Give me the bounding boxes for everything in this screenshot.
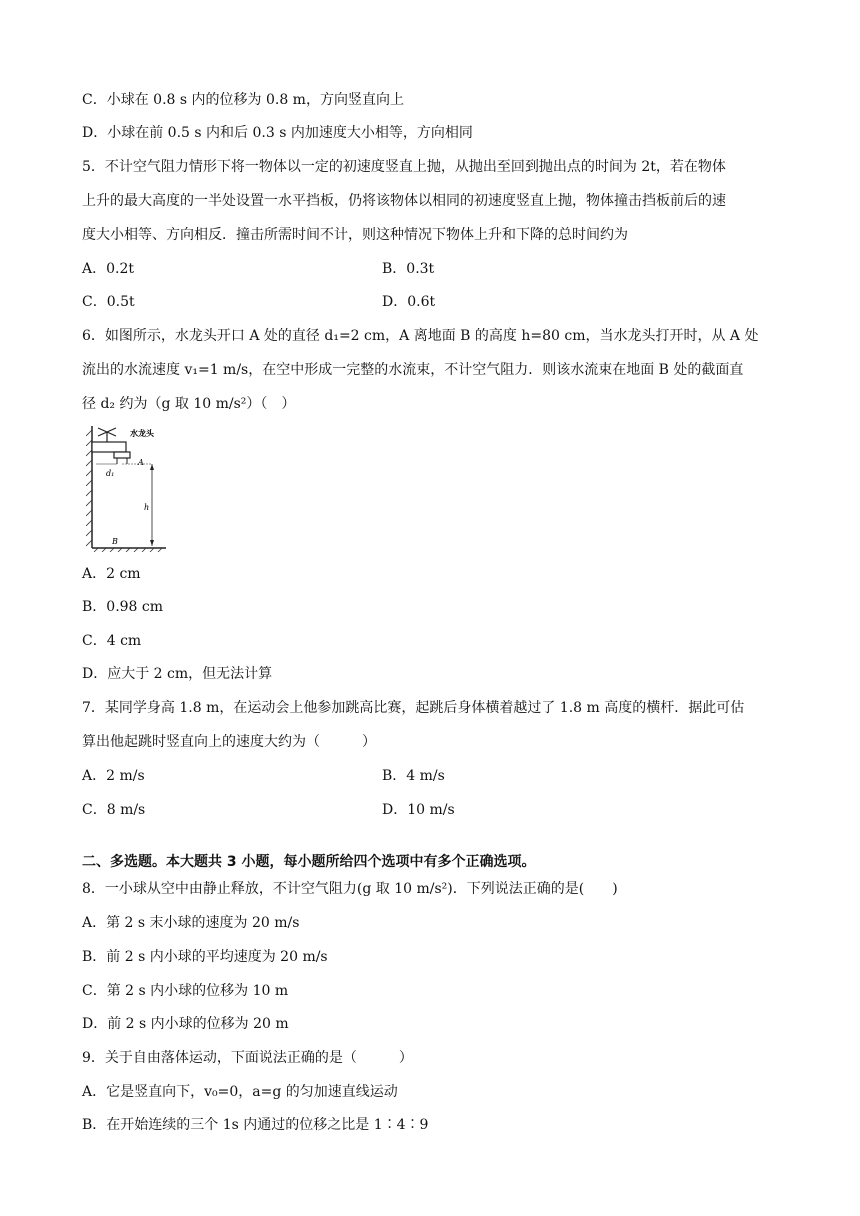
q9-option-b: B．在开始连续的三个 1s 内通过的位移之比是 1∶4∶9: [82, 1117, 429, 1133]
q8-option-d: D．前 2 s 内小球的位移为 20 m: [82, 1016, 289, 1032]
q5-stem-line-1: 5．不计空气阻力情形下将一物体以一定的初速度竖直上抛，从抛出至回到抛出点的时间为 2t，若在物体: [82, 159, 726, 175]
d1-label: d₁: [106, 469, 115, 478]
q6-option-b: B．0.98 cm: [82, 599, 164, 615]
q7-stem-line-1: 7．某同学身高 1.8 m，在运动会上他参加跳高比赛，起跳后身体横着越过了 1.8 m 高度的横杆．据此可估: [82, 700, 745, 716]
faucet-figure: [86, 424, 172, 552]
q5-stem-line-3: 度大小相等、方向相反．撞击所需时间不计，则这种情况下物体上升和下降的总时间约为: [82, 227, 628, 243]
section-heading-multi-choice: 二、多选题。本大题共 3 小题，每小题所给四个选项中有多个正确选项。: [82, 854, 536, 870]
faucet-spout: [114, 452, 130, 458]
q6-option-a: A．2 cm: [82, 566, 141, 582]
q4-option-d: D．小球在前 0.5 s 内和后 0.3 s 内加速度大小相等，方向相同: [82, 125, 473, 141]
point-b-label: B: [112, 537, 118, 546]
q5-option-a: A．0.2t: [82, 261, 135, 277]
q8-stem: 8．一小球从空中由静止释放，不计空气阻力(g 取 10 m/s²)．下列说法正确的是( ): [82, 881, 618, 897]
q7-option-b: B．4 m/s: [382, 768, 445, 784]
q6-option-d: D．应大于 2 cm，但无法计算: [82, 666, 273, 682]
faucet-handle-icon: [98, 428, 116, 442]
faucet-diagram: [86, 424, 172, 552]
h-label: h: [144, 503, 150, 512]
q8-option-a: A．第 2 s 末小球的速度为 20 m/s: [82, 915, 300, 931]
q5-option-c: C．0.5t: [82, 294, 135, 310]
q6-option-c: C．4 cm: [82, 633, 142, 649]
q8-option-c: C．第 2 s 内小球的位移为 10 m: [82, 983, 289, 999]
q5-option-d: D．0.6t: [382, 294, 436, 310]
q5-stem-line-2: 上升的最大高度的一半处设置一水平挡板，仍将该物体以相同的初速度竖直上抛，物体撞击挡板前后的速: [82, 193, 726, 209]
faucet-label: 水龙头: [130, 428, 154, 438]
wall-hatching: [86, 430, 92, 546]
q6-stem-line-3: 径 d₂ 约为（g 取 10 m/s²）（ ）: [82, 396, 296, 412]
q7-stem-line-2: 算出他起跳时竖直向上的速度大约为（ ）: [82, 734, 376, 750]
q5-option-b: B．0.3t: [382, 261, 435, 277]
q4-option-c: C．小球在 0.8 s 内的位移为 0.8 m，方向竖直向上: [82, 92, 404, 108]
q6-stem-line-2: 流出的水流速度 v₁=1 m/s，在空中形成一完整的水流束，不计空气阻力．则该水流束在地面 B 处的截面直: [82, 362, 744, 378]
q7-option-a: A．2 m/s: [82, 768, 145, 784]
q7-option-d: D．10 m/s: [382, 802, 455, 818]
q7-option-c: C．8 m/s: [82, 802, 146, 818]
faucet-pipe: [92, 442, 126, 452]
q9-stem: 9．关于自由落体运动，下面说法正确的是（ ）: [82, 1050, 413, 1066]
q6-stem-line-1: 6．如图所示，水龙头开口 A 处的直径 d₁=2 cm，A 离地面 B 的高度 h=80 cm，当水龙头打开时，从 A 处: [82, 328, 759, 344]
point-a-label: A: [138, 458, 144, 467]
q8-option-b: B．前 2 s 内小球的平均速度为 20 m/s: [82, 949, 328, 965]
q9-option-a: A．它是竖直向下，v₀=0，a=g 的匀加速直线运动: [82, 1084, 398, 1100]
